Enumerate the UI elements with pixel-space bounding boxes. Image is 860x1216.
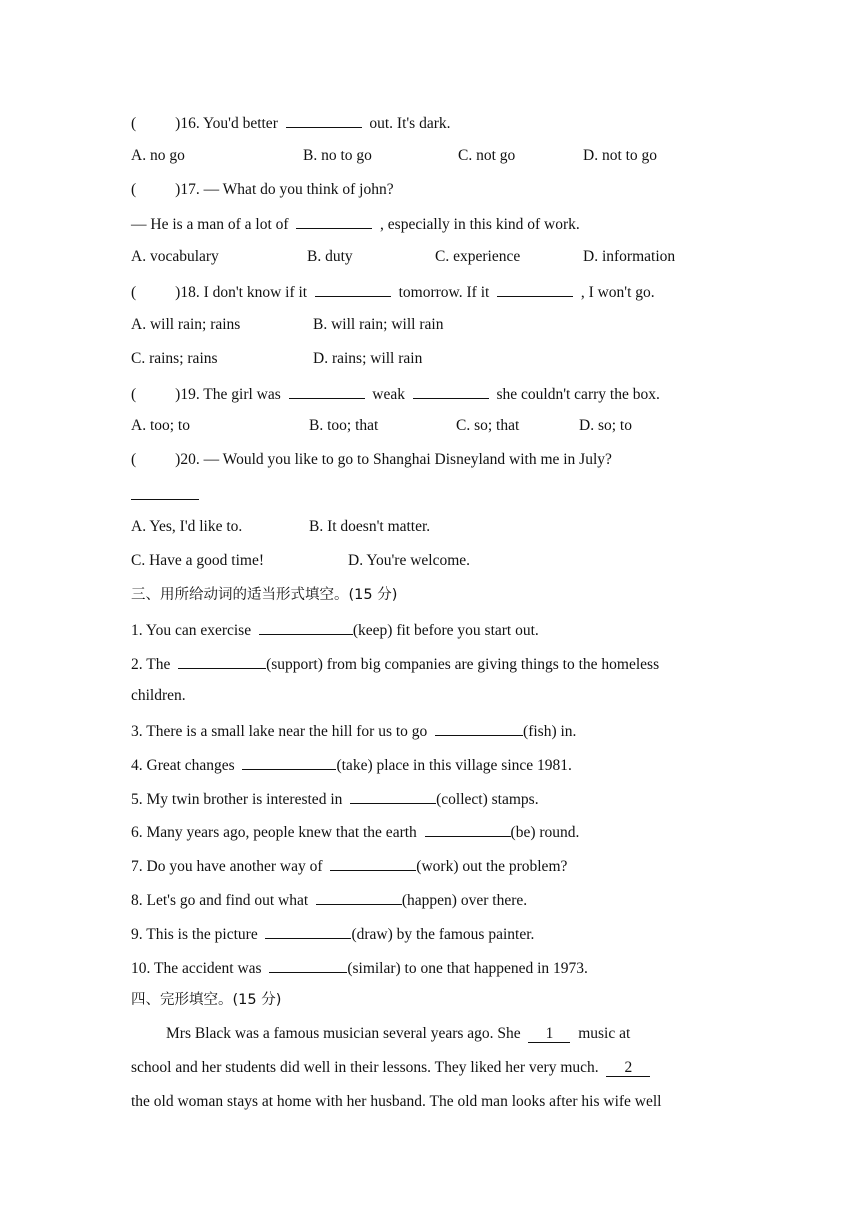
answer-blank[interactable] — [289, 383, 365, 399]
answer-paren-open: ( — [131, 181, 137, 198]
fill-item-text: 4. Great changes — [131, 757, 235, 774]
q16-option-d: D. not to go — [583, 147, 658, 164]
fill-item-text: 10. The accident was — [131, 960, 262, 977]
q20-option-c: C. Have a good time! — [131, 552, 265, 569]
fill-item-text: 5. My twin brother is interested in — [131, 791, 343, 808]
answer-paren-open: ( — [131, 115, 137, 132]
fill-item-text: 9. This is the picture — [131, 926, 258, 943]
question-16-text-end: out. It's dark. — [369, 115, 451, 132]
cloze-line-1 — [166, 1024, 630, 1044]
question-18-text: )18. I don't know if it — [175, 284, 308, 301]
question-19-text-mid: weak — [372, 386, 405, 403]
cloze-text: music at — [578, 1025, 631, 1042]
answer-blank[interactable] — [269, 957, 347, 973]
q19-option-a: A. too; to — [131, 417, 190, 434]
question-18-text-end: , I won't go. — [580, 284, 655, 301]
q17-option-a: A. vocabulary — [131, 248, 219, 265]
q18-option-a: A. will rain; rains — [131, 316, 241, 333]
q16-option-b: B. no to go — [303, 147, 372, 164]
fill-item-6 — [131, 821, 579, 843]
answer-blank[interactable] — [131, 484, 199, 500]
section-4-title: 四、完形填空。(15 分) — [131, 992, 282, 1008]
question-20-text: )20. — Would you like to go to Shanghai Disneyland with me in July? — [175, 451, 612, 468]
cloze-blank-1[interactable]: 1 — [528, 1026, 570, 1043]
fill-item-hint: (take) place in this village since 1981. — [336, 757, 572, 774]
fill-item-hint: (happen) over there. — [401, 892, 528, 909]
question-20-stem — [131, 450, 612, 470]
answer-blank[interactable] — [315, 281, 391, 297]
answer-paren-open: ( — [131, 386, 137, 403]
question-16-stem — [131, 112, 451, 134]
fill-item-hint: (work) out the problem? — [416, 858, 568, 875]
q19-option-b: B. too; that — [309, 417, 379, 434]
fill-item-hint: (draw) by the famous painter. — [351, 926, 535, 943]
question-19-text: )19. The girl was — [175, 386, 281, 403]
fill-item-hint: (keep) fit before you start out. — [352, 622, 539, 639]
question-17-answer-line — [131, 213, 580, 235]
fill-item-text: 8. Let's go and find out what — [131, 892, 309, 909]
q17-option-b: B. duty — [307, 248, 353, 265]
question-18-text-mid: tomorrow. If it — [398, 284, 490, 301]
question-18-stem — [131, 281, 655, 303]
answer-blank[interactable] — [425, 821, 511, 837]
fill-item-10 — [131, 957, 588, 979]
question-17-stem — [131, 180, 394, 200]
answer-blank[interactable] — [316, 889, 402, 905]
q16-option-c: C. not go — [458, 147, 516, 164]
q20-option-b: B. It doesn't matter. — [309, 518, 431, 535]
q17-option-d: D. information — [583, 248, 676, 265]
fill-item-8 — [131, 889, 527, 911]
fill-item-hint: (similar) to one that happened in 1973. — [347, 960, 588, 977]
fill-item-2-continued: children. — [131, 687, 186, 704]
q18-option-c: C. rains; rains — [131, 350, 218, 367]
question-16-text: )16. You'd better — [175, 115, 278, 132]
q19-option-d: D. so; to — [579, 417, 632, 434]
answer-blank[interactable] — [413, 383, 489, 399]
cloze-line-3: the old woman stays at home with her husband. The old man looks after his wife well — [131, 1093, 662, 1110]
answer-blank[interactable] — [296, 213, 372, 229]
q19-option-c: C. so; that — [456, 417, 520, 434]
question-17-text-end: , especially in this kind of work. — [380, 216, 580, 233]
answer-blank[interactable] — [286, 112, 362, 128]
answer-paren-open: ( — [131, 284, 137, 301]
cloze-text: school and her students did well in their lessons. They liked her very much. — [131, 1059, 599, 1076]
section-3-title: 三、用所给动词的适当形式填空。(15 分) — [131, 587, 398, 603]
fill-item-text: 6. Many years ago, people knew that the earth — [131, 824, 417, 841]
question-20-answer-line — [131, 484, 199, 506]
q16-option-a: A. no go — [131, 147, 185, 164]
question-17-text: )17. — What do you think of john? — [175, 181, 394, 198]
cloze-text: Mrs Black was a famous musician several years ago. She — [166, 1025, 521, 1042]
fill-item-hint: (collect) stamps. — [436, 791, 539, 808]
question-17-text-2: — He is a man of a lot of — [131, 216, 289, 233]
fill-item-text: 3. There is a small lake near the hill for us to go — [131, 723, 428, 740]
cloze-line-2 — [131, 1058, 650, 1078]
fill-item-9 — [131, 923, 534, 945]
answer-blank[interactable] — [265, 923, 351, 939]
fill-item-hint: (be) round. — [510, 824, 580, 841]
fill-item-7 — [131, 855, 567, 877]
fill-item-text: 1. You can exercise — [131, 622, 252, 639]
question-19-text-end: she couldn't carry the box. — [496, 386, 660, 403]
q18-option-b: B. will rain; will rain — [313, 316, 444, 333]
q17-option-c: C. experience — [435, 248, 521, 265]
answer-blank[interactable] — [259, 619, 353, 635]
q20-option-d: D. You're welcome. — [348, 552, 471, 569]
fill-item-text: 7. Do you have another way of — [131, 858, 323, 875]
fill-item-2 — [131, 653, 659, 675]
answer-blank[interactable] — [497, 281, 573, 297]
fill-item-3 — [131, 720, 576, 742]
question-19-stem — [131, 383, 660, 405]
fill-item-text: 2. The — [131, 656, 171, 673]
fill-item-hint: (support) from big companies are giving things to the homeless — [266, 656, 660, 673]
answer-blank[interactable] — [350, 788, 436, 804]
fill-item-hint: (fish) in. — [523, 723, 577, 740]
answer-blank[interactable] — [330, 855, 416, 871]
fill-item-1 — [131, 619, 539, 641]
cloze-blank-2[interactable]: 2 — [606, 1060, 650, 1077]
fill-item-4 — [131, 754, 572, 776]
answer-blank[interactable] — [178, 653, 266, 669]
answer-paren-open: ( — [131, 451, 137, 468]
q18-option-d: D. rains; will rain — [313, 350, 423, 367]
q20-option-a: A. Yes, I'd like to. — [131, 518, 243, 535]
fill-item-5 — [131, 788, 539, 810]
answer-blank[interactable] — [435, 720, 523, 736]
answer-blank[interactable] — [242, 754, 336, 770]
